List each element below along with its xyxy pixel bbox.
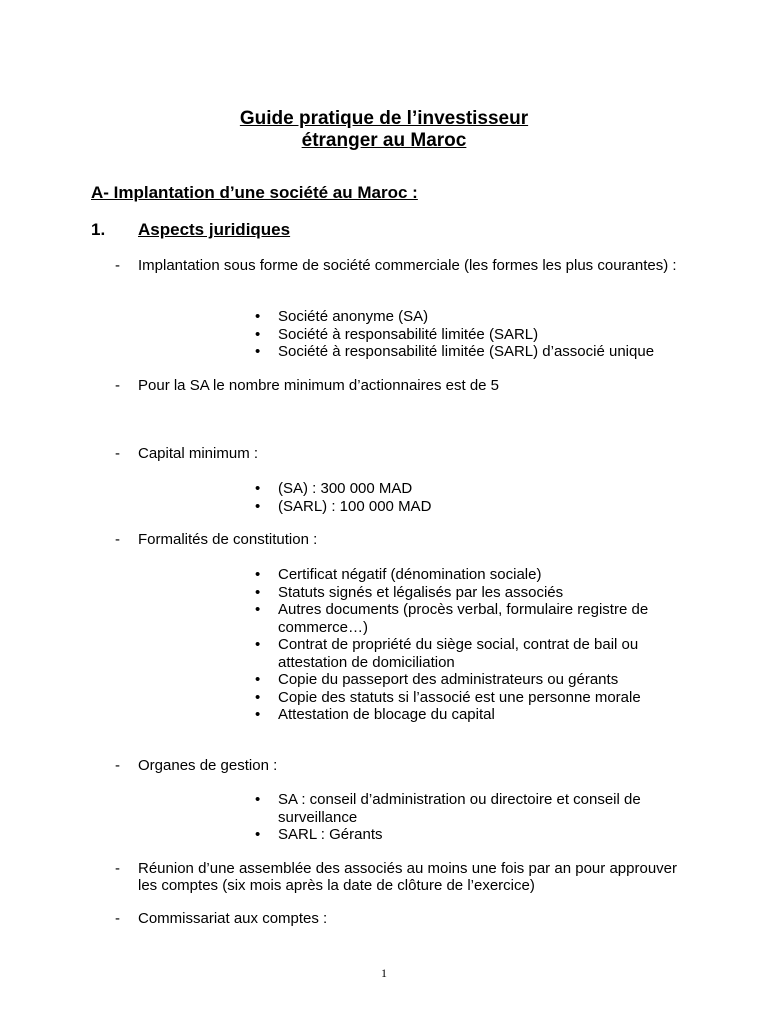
bullet-item xyxy=(0,706,768,724)
subsection-number: 1. xyxy=(91,220,106,239)
bullet-item xyxy=(0,566,768,584)
bullet-dot: • xyxy=(255,601,261,618)
bullet-list-formalities xyxy=(0,566,768,724)
document-title xyxy=(0,108,768,152)
bullet-text: Statuts signés et légalisés par les associés xyxy=(278,583,564,601)
bullet-text: Autres documents (procès verbal, formulaire registre de commerce…) xyxy=(278,601,649,636)
bullet-dot: • xyxy=(255,343,261,360)
bullet-text: Société anonyme (SA) xyxy=(278,308,429,325)
bullet-text: (SARL) : 100 000 MAD xyxy=(278,497,432,515)
bullet-text: Contrat de propriété du siège social, contrat de bail ou attestation de domiciliation xyxy=(278,636,639,671)
list-item-text: Pour la SA le nombre minimum d’actionnaires est de 5 xyxy=(138,377,500,394)
bullet-dot: • xyxy=(255,497,261,515)
bullet-item xyxy=(0,498,768,516)
bullet-list-capital xyxy=(0,480,768,515)
list-item-text: Implantation sous forme de société commerciale (les formes les plus courantes) : xyxy=(138,257,677,274)
bullet-dot: • xyxy=(255,308,261,325)
bullet-dot: • xyxy=(255,706,261,723)
bullet-text: Attestation de blocage du capital xyxy=(278,706,495,723)
bullet-item xyxy=(0,791,768,826)
list-item-text: Capital minimum : xyxy=(138,445,259,462)
bullet-text: Société à responsabilité limitée (SARL) xyxy=(278,325,539,343)
list-item-text: Formalités de constitution : xyxy=(138,531,318,548)
bullet-item xyxy=(0,584,768,602)
page-number: 1 xyxy=(381,966,387,980)
bullet-text: (SA) : 300 000 MAD xyxy=(278,480,413,497)
bullet-item xyxy=(0,826,768,844)
bullet-item xyxy=(0,636,768,671)
bullet-dot: • xyxy=(255,480,261,497)
dash-marker: - xyxy=(115,757,120,774)
bullet-text: Copie du passeport des administrateurs ou gérants xyxy=(278,671,619,688)
bullet-list-company-forms xyxy=(0,308,768,361)
bullet-dot: • xyxy=(255,325,261,343)
list-item-text: Organes de gestion : xyxy=(138,757,278,774)
bullet-dot: • xyxy=(255,583,261,601)
dash-marker: - xyxy=(115,910,120,927)
bullet-list-management xyxy=(0,791,768,844)
dash-marker: - xyxy=(115,377,120,394)
bullet-item xyxy=(0,480,768,498)
dash-marker: - xyxy=(115,445,120,462)
bullet-text: Certificat négatif (dénomination sociale) xyxy=(278,566,542,583)
list-item-text: Commissariat aux comptes : xyxy=(138,910,328,927)
bullet-text: SA : conseil d’administration ou directoire et conseil de surveillance xyxy=(278,791,641,826)
dash-marker: - xyxy=(115,257,120,274)
dash-marker: - xyxy=(115,531,120,548)
bullet-item xyxy=(0,689,768,707)
bullet-item xyxy=(0,601,768,636)
bullet-dot: • xyxy=(255,566,261,583)
bullet-dot: • xyxy=(255,791,261,808)
bullet-item xyxy=(0,343,768,361)
bullet-item xyxy=(0,326,768,344)
section-heading-a: A- Implantation d’une société au Maroc : xyxy=(91,183,418,202)
subsection-title: Aspects juridiques xyxy=(138,220,291,239)
bullet-item xyxy=(0,671,768,689)
title-line-2: étranger au Maroc xyxy=(301,130,467,151)
bullet-dot: • xyxy=(255,671,261,688)
list-item-text: Réunion d’une assemblée des associés au moins une fois par an pour approuver les comptes (six mois après la date de clôture de l’exercice) xyxy=(138,860,677,894)
bullet-dot: • xyxy=(255,688,261,706)
bullet-text: Société à responsabilité limitée (SARL) d’associé unique xyxy=(278,343,655,360)
bullet-item xyxy=(0,308,768,326)
bullet-text: SARL : Gérants xyxy=(278,826,383,843)
bullet-text: Copie des statuts si l’associé est une personne morale xyxy=(278,688,641,706)
bullet-dot: • xyxy=(255,636,261,653)
bullet-dot: • xyxy=(255,826,261,843)
dash-marker: - xyxy=(115,860,120,877)
title-line-1: Guide pratique de l’investisseur xyxy=(239,108,529,129)
